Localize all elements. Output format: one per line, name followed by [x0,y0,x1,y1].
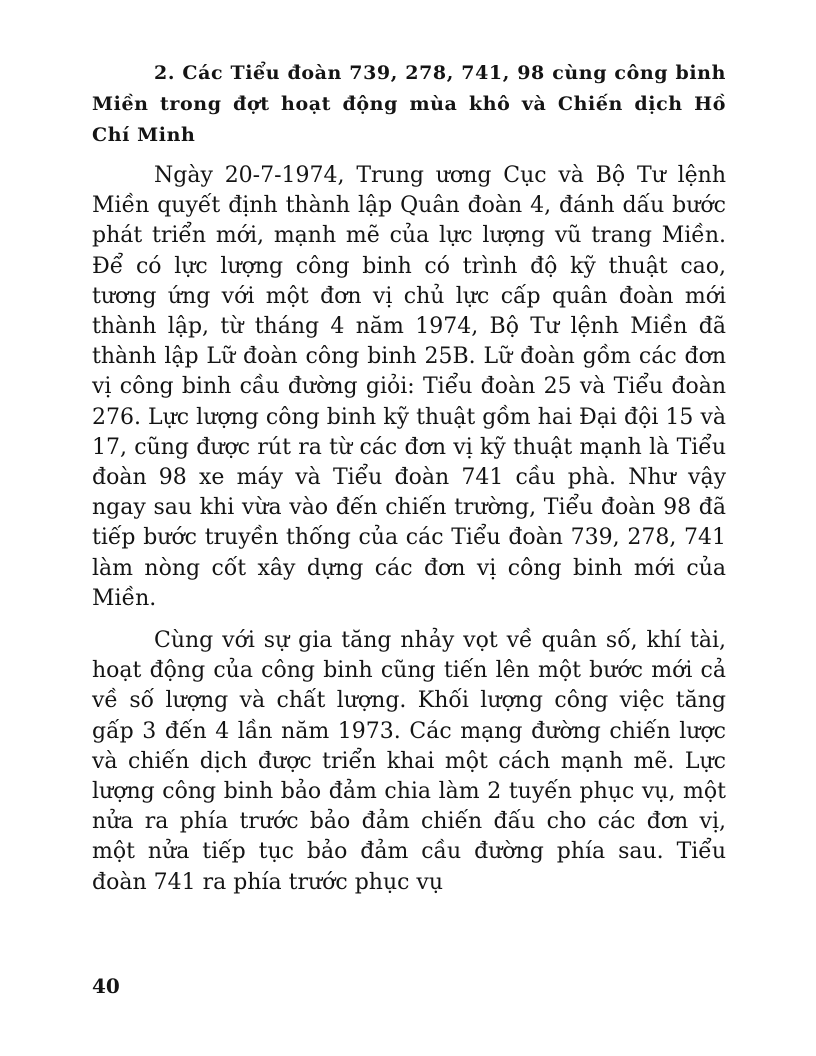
paragraph-1: Ngày 20-7-1974, Trung ương Cục và Bộ Tư lệnh Miền quyết định thành lập Quân đoàn 4, đánh dấu bước phát triển mới, mạnh mẽ của lực lượng vũ trang Miền. Để có lực lượng công binh có trình độ kỹ thuật cao, tương ứng với một đơn vị chủ lực cấp quân đoàn mới thành lập, từ tháng 4 năm 1974, Bộ Tư lệnh Miền đã thành lập Lữ đoàn công binh 25B. Lữ đoàn gồm các đơn vị công binh cầu đường giỏi: Tiểu đoàn 25 và Tiểu đoàn 276. Lực lượng công binh kỹ thuật gồm hai Đại đội 15 và 17, cũng được rút ra từ các đơn vị kỹ thuật mạnh là Tiểu đoàn 98 xe máy và Tiểu đoàn 741 cầu phà. Như vậy ngay sau khi vừa vào đến chiến trường, Tiểu đoàn 98 đã tiếp bước truyền thống của các Tiểu đoàn 739, 278, 741 làm nòng cốt xây dựng các đơn vị công binh mới của Miền. [92,163,726,611]
section-heading: 2. Các Tiểu đoàn 739, 278, 741, 98 cùng công binh Miền trong đợt hoạt động mùa khô và Chiến dịch Hồ Chí Minh [92,62,726,146]
document-page [92,58,726,898]
page-number: 40 [92,974,120,998]
paragraph-2: Cùng với sự gia tăng nhảy vọt về quân số, khí tài, hoạt động của công binh cũng tiến lên một bước mới cả về số lượng và chất lượng. Khối lượng công việc tăng gấp 3 đến 4 lần năm 1973. Các mạng đường chiến lược và chiến dịch được triển khai một cách mạnh mẽ. Lực lượng công binh bảo đảm chia làm 2 tuyến phục vụ, một nửa ra phía trước bảo đảm chiến đấu cho các đơn vị, một nửa tiếp tục bảo đảm cầu đường phía sau. Tiểu đoàn 741 ra phía trước phục vụ [92,628,726,895]
